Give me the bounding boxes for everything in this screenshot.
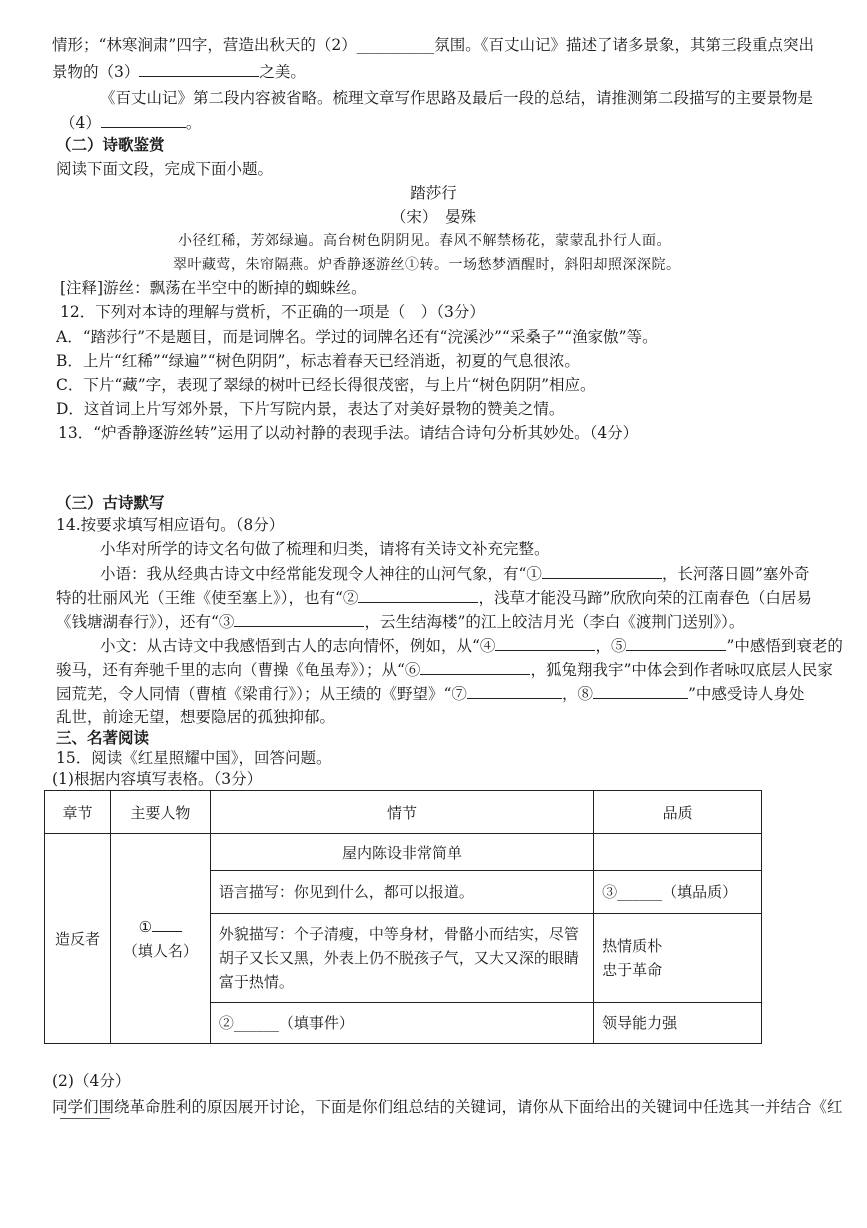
poem-title: 踏莎行 bbox=[410, 184, 457, 202]
poetry-instruction: 阅读下面文段，完成下面小题。 bbox=[56, 160, 274, 178]
answer-blank-d4[interactable] bbox=[495, 634, 595, 651]
dictation-line-3-b: ，云生结海楼”的江上皎洁月光（李白《渡荆门送别》）。 bbox=[364, 613, 745, 631]
dictation-intro: 小华对所学的诗文名句做了梳理和归类，请将有关诗文补充完整。 bbox=[100, 540, 550, 558]
option-d: D．这首词上片写郊外景，下片写院内景，表达了对美好景物的赞美之情。 bbox=[56, 400, 565, 418]
answer-blank-d7[interactable] bbox=[467, 682, 562, 699]
dictation-line-4 bbox=[100, 634, 843, 657]
question-13: 13．“炉香静逐游丝转”运用了以动衬静的表现手法。请结合诗句分析其妙处。（4分） bbox=[58, 424, 639, 442]
poem-line-1: 小径红稀，芳郊绿遍。高台树色阴阴见。春风不解禁杨花，蒙蒙乱扑行人面。 bbox=[178, 233, 671, 249]
table-cell-quality-4: 领导能力强 bbox=[594, 1003, 762, 1044]
answer-blank-4[interactable] bbox=[101, 111, 186, 128]
table-cell-plot-1: 屋内陈设非常简单 bbox=[210, 834, 593, 871]
text-line-2 bbox=[52, 60, 306, 83]
dictation-line-5-a: 骏马，还有奔驰千里的志向（曹操《龟虽寿》）；从“⑥ bbox=[56, 661, 421, 679]
reading-heading: 三、名著阅读 bbox=[56, 728, 150, 747]
person-blank-number: ① bbox=[138, 917, 153, 936]
text-line-1: 情形；“林寒涧肃”四字，营造出秋天的（2）__________氛围。《百丈山记》描述了诸多景象，其第三段重点突出 bbox=[52, 36, 814, 54]
dictation-line-3-a: 《钱塘湖春行》），还有“③ bbox=[56, 613, 235, 631]
table-cell-plot-3: 外貌描写：个子清瘦，中等身材，骨骼小而结实，尽管胡子又长又黑，外表上仍不脱孩子气，又大又深的眼睛富于热情。 bbox=[210, 914, 593, 1003]
dictation-line-4-a: 小文：从古诗文中我感悟到古人的志向情怀，例如，从“④ bbox=[100, 637, 496, 655]
answer-blank-d5[interactable] bbox=[626, 634, 726, 651]
text-line-4 bbox=[60, 111, 201, 134]
dictation-line-1 bbox=[100, 562, 809, 585]
answer-blank-d6[interactable] bbox=[420, 658, 530, 675]
question-15: 15．阅读《红星照耀中国》，回答问题。 bbox=[56, 749, 332, 767]
text-line-2-post: 之美。 bbox=[259, 63, 306, 81]
table-header-person: 主要人物 bbox=[110, 791, 210, 834]
quality-3-line-1: 热情质朴 bbox=[602, 937, 663, 955]
poetry-heading: （二）诗歌鉴赏 bbox=[56, 135, 165, 154]
info-table bbox=[44, 790, 762, 1044]
dictation-line-6-a: 园荒芜，令人同情（曹植《梁甫行》）；从王绩的《野望》“⑦ bbox=[56, 685, 467, 703]
dictation-line-5-b: ，狐兔翔我宇”中体会到作者咏叹底层人民家 bbox=[530, 661, 833, 679]
text-line-3: 《百丈山记》第二段内容被省略。梳理文章写作思路及最后一段的总结，请推测第二段描写的主要景物是 bbox=[100, 89, 814, 107]
person-hint: （填人名） bbox=[122, 941, 198, 960]
table-cell-chapter: 造反者 bbox=[45, 834, 111, 1044]
dictation-line-3 bbox=[56, 610, 744, 633]
quality-3-line-2: 忠于革命 bbox=[602, 961, 663, 979]
dictation-line-6 bbox=[56, 682, 804, 705]
table-cell-quality-1 bbox=[594, 834, 762, 871]
dictation-line-2 bbox=[56, 586, 812, 609]
text-line-4-post: 。 bbox=[185, 114, 202, 132]
question-15-2-text: 同学们围绕革命胜利的原因展开讨论，下面是你们组总结的关键词，请你从下面给出的关键词中任选其一并结合《红 bbox=[52, 1098, 843, 1116]
dictation-line-4-b: ，⑤ bbox=[595, 637, 627, 655]
table-header-chapter: 章节 bbox=[45, 791, 111, 834]
table-cell-person bbox=[110, 834, 210, 1044]
poem-note: [注释]游丝：飘荡在半空中的断掉的蜘蛛丝。 bbox=[60, 279, 367, 297]
table-cell-plot-2: 语言描写：你见到什么，都可以报道。 bbox=[210, 871, 593, 914]
table-cell-quality-2[interactable]: ③______（填品质） bbox=[594, 871, 762, 914]
dictation-line-4-c: ”中感悟到衰老的 bbox=[726, 637, 843, 655]
answer-blank-d8[interactable] bbox=[593, 682, 688, 699]
question-14: 14.按要求填写相应语句。（8分） bbox=[56, 516, 285, 534]
dictation-line-2-b: ，浅草才能没马蹄”欣欣向荣的江南春色（白居易 bbox=[478, 589, 812, 607]
answer-blank-d3[interactable] bbox=[234, 610, 364, 627]
question-15-2: (2)（4分） bbox=[52, 1072, 131, 1090]
answer-blank-d2[interactable] bbox=[358, 586, 478, 603]
table-cell-quality-3 bbox=[594, 914, 762, 1003]
dictation-line-2-a: 特的壮丽风光（王维《使至塞上》），也有“② bbox=[56, 589, 359, 607]
table-header-quality: 品质 bbox=[594, 791, 762, 834]
dictation-line-1-a: 小语：我从经典古诗文中经常能发现令人神往的山河气象，有“① bbox=[100, 565, 542, 583]
poem-line-2: 翠叶藏莺，朱帘隔燕。炉香静逐游丝①转。一场愁梦酒醒时，斜阳却照深深院。 bbox=[173, 257, 681, 273]
dictation-line-5 bbox=[56, 658, 833, 681]
underline-mark bbox=[60, 1118, 110, 1119]
text-line-4-pre: （4） bbox=[60, 114, 101, 132]
question-12: 12．下列对本诗的理解与赏析，不正确的一项是（ ）（3分） bbox=[60, 303, 485, 321]
table-header-plot: 情节 bbox=[210, 791, 593, 834]
answer-blank-person[interactable] bbox=[152, 915, 182, 932]
answer-blank-d1[interactable] bbox=[542, 562, 662, 579]
dictation-line-6-b: ，⑧ bbox=[561, 685, 593, 703]
poem-author: （宋） 晏殊 bbox=[390, 208, 477, 226]
table-cell-plot-4[interactable]: ②______（填事件） bbox=[210, 1003, 593, 1044]
option-b: B．上片“红稀”“绿遍”“树色阴阴”，标志着春天已经消逝，初夏的气息很浓。 bbox=[56, 352, 580, 370]
option-a: A．“踏莎行”不是题目，而是词牌名。学过的词牌名还有“浣溪沙”“采桑子”“渔家傲”等。 bbox=[56, 328, 658, 346]
dictation-heading: （三）古诗默写 bbox=[56, 493, 165, 512]
answer-blank-3[interactable] bbox=[139, 60, 259, 77]
option-c: C．下片“藏”字，表现了翠绿的树叶已经长得很茂密，与上片“树色阴阴”相应。 bbox=[56, 376, 596, 394]
question-15-1: (1)根据内容填写表格。（3分） bbox=[52, 770, 263, 788]
dictation-line-6-c: ”中感受诗人身处 bbox=[687, 685, 805, 703]
text-line-2-pre: 景物的（3） bbox=[52, 63, 140, 81]
dictation-line-7: 乱世，前途无望，想要隐居的孤独抑郁。 bbox=[56, 708, 336, 726]
dictation-line-1-b: ，长河落日圆”塞外奇 bbox=[661, 565, 810, 583]
